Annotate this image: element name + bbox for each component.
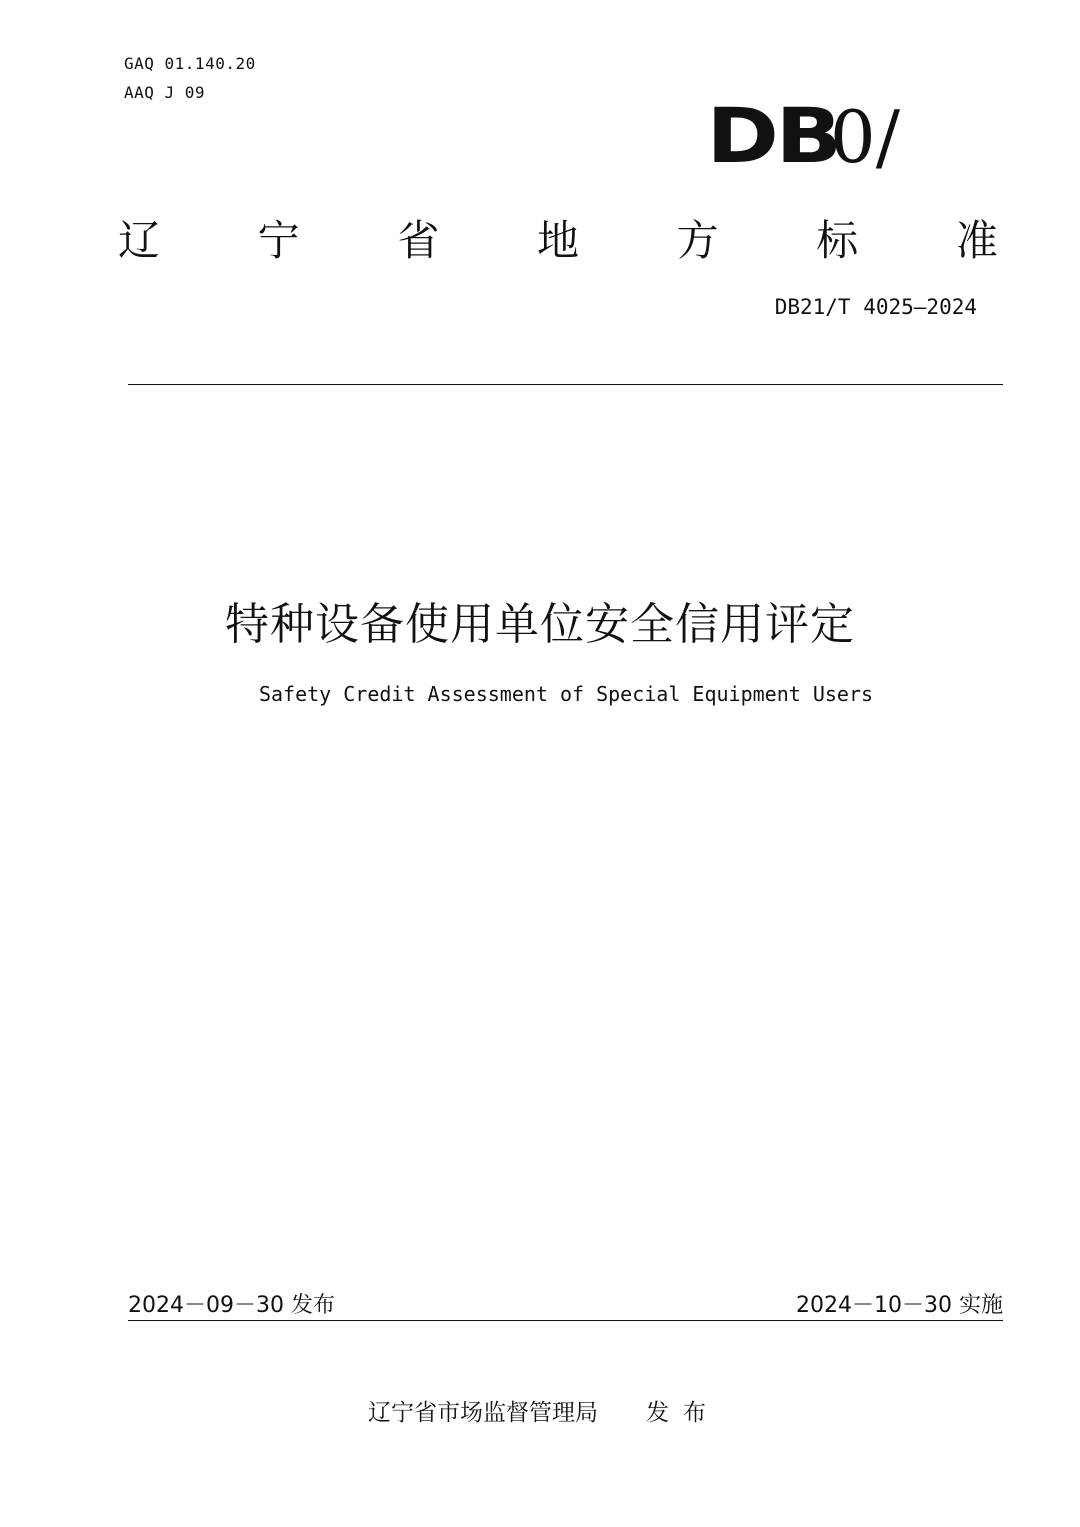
standard-type-char: 省 xyxy=(397,216,440,265)
title-chinese: 特种设备使用单位安全信用评定 xyxy=(225,599,855,650)
ics-code: GAQ 01.140.20 xyxy=(124,54,256,73)
db-logo xyxy=(706,91,900,180)
standard-type-char: 地 xyxy=(536,216,579,265)
title-english: Safety Credit Assessment of Special Equipment Users xyxy=(258,682,874,706)
issuer-name: 辽宁省市场监督管理局 xyxy=(368,1400,598,1426)
db-logo-thin: 0/ xyxy=(829,95,900,179)
standard-type-char: 准 xyxy=(955,216,998,265)
issue-date: 2024－09－30 发布 xyxy=(128,1293,335,1318)
implementation-date: 2024－10－30 实施 xyxy=(796,1293,1003,1318)
top-divider xyxy=(128,384,1003,385)
bottom-divider xyxy=(128,1320,1003,1321)
standard-type-char: 方 xyxy=(676,216,719,265)
standard-type-char: 宁 xyxy=(257,216,300,265)
issuer-action: 发布 xyxy=(646,1400,720,1426)
db-logo-bold: DB xyxy=(706,91,839,180)
standard-type-heading xyxy=(118,208,998,268)
issuer xyxy=(368,1394,720,1427)
ccs-code: AAQ J 09 xyxy=(124,83,206,102)
standard-number: DB21/T 4025—2024 xyxy=(774,295,977,319)
standard-type-char: 辽 xyxy=(118,216,161,265)
standard-type-char: 标 xyxy=(816,216,859,265)
